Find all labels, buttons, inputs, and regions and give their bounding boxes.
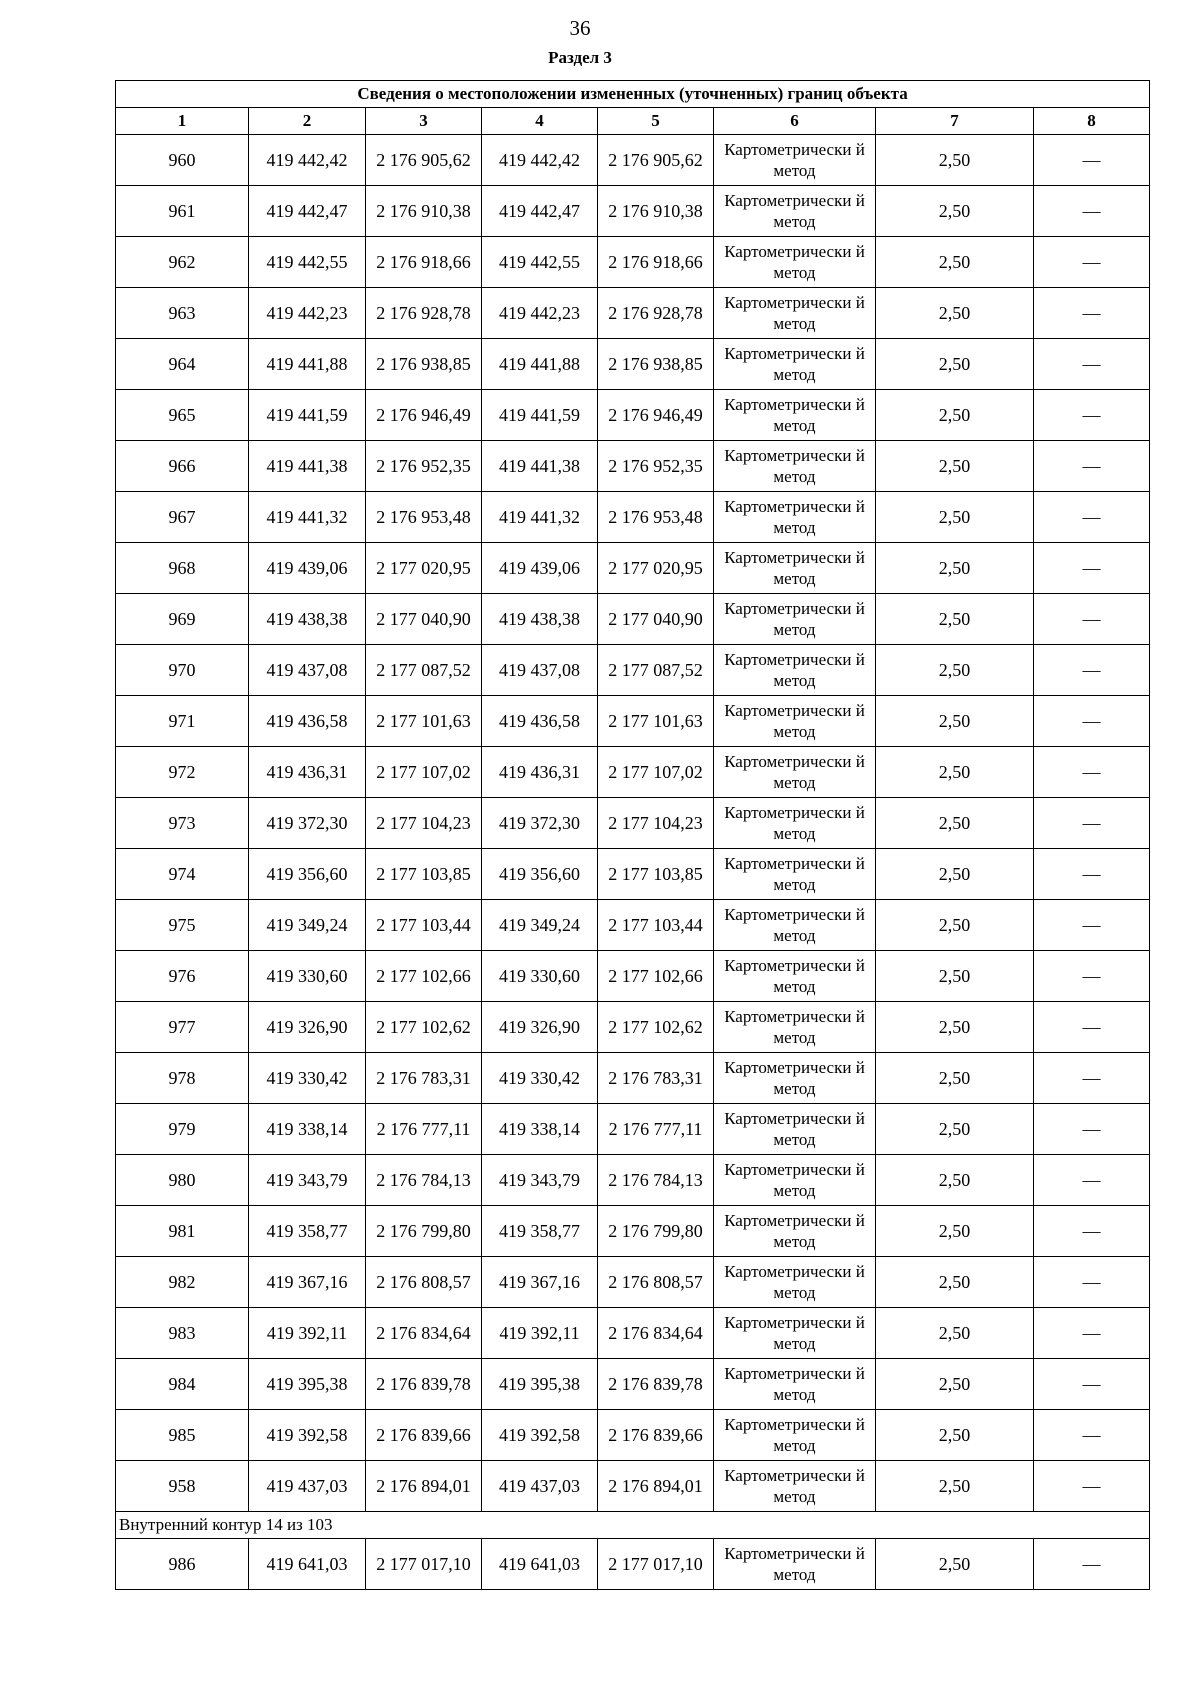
accuracy-cell: 2,50 xyxy=(876,594,1034,645)
column-number: 2 xyxy=(249,108,366,135)
table-row xyxy=(116,543,1150,594)
note-cell: — xyxy=(1034,849,1150,900)
note-cell: — xyxy=(1034,288,1150,339)
table-row xyxy=(116,594,1150,645)
y-coordinate-new-cell: 2 176 938,85 xyxy=(598,339,714,390)
method-cell: Картометрически й метод xyxy=(714,1461,876,1512)
method-cell: Картометрически й метод xyxy=(714,951,876,1002)
x-coordinate-old-cell: 419 356,60 xyxy=(249,849,366,900)
method-cell: Картометрически й метод xyxy=(714,1410,876,1461)
x-coordinate-new-cell: 419 441,38 xyxy=(482,441,598,492)
x-coordinate-old-cell: 419 372,30 xyxy=(249,798,366,849)
y-coordinate-new-cell: 2 177 101,63 xyxy=(598,696,714,747)
y-coordinate-old-cell: 2 177 103,85 xyxy=(366,849,482,900)
point-number-cell: 975 xyxy=(116,900,249,951)
y-coordinate-old-cell: 2 176 839,78 xyxy=(366,1359,482,1410)
point-number-cell: 966 xyxy=(116,441,249,492)
accuracy-cell: 2,50 xyxy=(876,186,1034,237)
x-coordinate-old-cell: 419 326,90 xyxy=(249,1002,366,1053)
table-row xyxy=(116,1206,1150,1257)
y-coordinate-new-cell: 2 176 910,38 xyxy=(598,186,714,237)
x-coordinate-old-cell: 419 442,23 xyxy=(249,288,366,339)
y-coordinate-new-cell: 2 177 017,10 xyxy=(598,1539,714,1590)
column-number: 8 xyxy=(1034,108,1150,135)
accuracy-cell: 2,50 xyxy=(876,441,1034,492)
point-number-cell: 986 xyxy=(116,1539,249,1590)
accuracy-cell: 2,50 xyxy=(876,390,1034,441)
accuracy-cell: 2,50 xyxy=(876,1308,1034,1359)
x-coordinate-new-cell: 419 442,42 xyxy=(482,135,598,186)
x-coordinate-old-cell: 419 436,31 xyxy=(249,747,366,798)
note-cell: — xyxy=(1034,492,1150,543)
note-cell: — xyxy=(1034,747,1150,798)
y-coordinate-old-cell: 2 176 918,66 xyxy=(366,237,482,288)
page-number: 36 xyxy=(569,16,591,40)
table-row xyxy=(116,1410,1150,1461)
y-coordinate-old-cell: 2 176 953,48 xyxy=(366,492,482,543)
y-coordinate-old-cell: 2 176 777,11 xyxy=(366,1104,482,1155)
method-cell: Картометрически й метод xyxy=(714,186,876,237)
note-cell: — xyxy=(1034,594,1150,645)
x-coordinate-new-cell: 419 439,06 xyxy=(482,543,598,594)
point-number-cell: 982 xyxy=(116,1257,249,1308)
x-coordinate-new-cell: 419 438,38 xyxy=(482,594,598,645)
note-cell: — xyxy=(1034,1308,1150,1359)
x-coordinate-new-cell: 419 441,32 xyxy=(482,492,598,543)
note-cell: — xyxy=(1034,441,1150,492)
column-number: 4 xyxy=(482,108,598,135)
accuracy-cell: 2,50 xyxy=(876,798,1034,849)
x-coordinate-new-cell: 419 338,14 xyxy=(482,1104,598,1155)
y-coordinate-old-cell: 2 176 946,49 xyxy=(366,390,482,441)
point-number-cell: 972 xyxy=(116,747,249,798)
x-coordinate-old-cell: 419 641,03 xyxy=(249,1539,366,1590)
x-coordinate-new-cell: 419 395,38 xyxy=(482,1359,598,1410)
x-coordinate-new-cell: 419 436,31 xyxy=(482,747,598,798)
y-coordinate-new-cell: 2 176 799,80 xyxy=(598,1206,714,1257)
method-cell: Картометрически й метод xyxy=(714,543,876,594)
accuracy-cell: 2,50 xyxy=(876,288,1034,339)
note-cell: — xyxy=(1034,900,1150,951)
accuracy-cell: 2,50 xyxy=(876,339,1034,390)
y-coordinate-new-cell: 2 176 918,66 xyxy=(598,237,714,288)
point-number-cell: 985 xyxy=(116,1410,249,1461)
table-row xyxy=(116,696,1150,747)
table-row xyxy=(116,747,1150,798)
x-coordinate-old-cell: 419 395,38 xyxy=(249,1359,366,1410)
boundary-coordinates-table xyxy=(115,80,1150,1590)
note-cell: — xyxy=(1034,645,1150,696)
accuracy-cell: 2,50 xyxy=(876,1155,1034,1206)
method-cell: Картометрически й метод xyxy=(714,390,876,441)
accuracy-cell: 2,50 xyxy=(876,1104,1034,1155)
contour-label: Внутренний контур 14 из 103 xyxy=(116,1512,1150,1539)
column-number: 6 xyxy=(714,108,876,135)
y-coordinate-old-cell: 2 177 087,52 xyxy=(366,645,482,696)
accuracy-cell: 2,50 xyxy=(876,492,1034,543)
y-coordinate-new-cell: 2 177 103,44 xyxy=(598,900,714,951)
x-coordinate-old-cell: 419 441,59 xyxy=(249,390,366,441)
x-coordinate-new-cell: 419 392,11 xyxy=(482,1308,598,1359)
accuracy-cell: 2,50 xyxy=(876,1359,1034,1410)
accuracy-cell: 2,50 xyxy=(876,849,1034,900)
method-cell: Картометрически й метод xyxy=(714,747,876,798)
x-coordinate-new-cell: 419 367,16 xyxy=(482,1257,598,1308)
contour-row xyxy=(116,1512,1150,1539)
column-number: 5 xyxy=(598,108,714,135)
y-coordinate-new-cell: 2 177 102,66 xyxy=(598,951,714,1002)
accuracy-cell: 2,50 xyxy=(876,1539,1034,1590)
x-coordinate-old-cell: 419 349,24 xyxy=(249,900,366,951)
y-coordinate-old-cell: 2 176 905,62 xyxy=(366,135,482,186)
y-coordinate-old-cell: 2 176 928,78 xyxy=(366,288,482,339)
point-number-cell: 974 xyxy=(116,849,249,900)
y-coordinate-new-cell: 2 177 102,62 xyxy=(598,1002,714,1053)
note-cell: — xyxy=(1034,1104,1150,1155)
x-coordinate-old-cell: 419 343,79 xyxy=(249,1155,366,1206)
column-number: 3 xyxy=(366,108,482,135)
y-coordinate-old-cell: 2 176 784,13 xyxy=(366,1155,482,1206)
column-numbers-row xyxy=(116,108,1150,135)
method-cell: Картометрически й метод xyxy=(714,1257,876,1308)
column-number: 1 xyxy=(116,108,249,135)
x-coordinate-new-cell: 419 330,60 xyxy=(482,951,598,1002)
method-cell: Картометрически й метод xyxy=(714,900,876,951)
x-coordinate-new-cell: 419 436,58 xyxy=(482,696,598,747)
method-cell: Картометрически й метод xyxy=(714,1308,876,1359)
y-coordinate-old-cell: 2 177 101,63 xyxy=(366,696,482,747)
method-cell: Картометрически й метод xyxy=(714,135,876,186)
note-cell: — xyxy=(1034,390,1150,441)
note-cell: — xyxy=(1034,696,1150,747)
point-number-cell: 958 xyxy=(116,1461,249,1512)
y-coordinate-old-cell: 2 177 040,90 xyxy=(366,594,482,645)
accuracy-cell: 2,50 xyxy=(876,1002,1034,1053)
table-row xyxy=(116,645,1150,696)
table-row xyxy=(116,951,1150,1002)
point-number-cell: 979 xyxy=(116,1104,249,1155)
accuracy-cell: 2,50 xyxy=(876,900,1034,951)
point-number-cell: 981 xyxy=(116,1206,249,1257)
method-cell: Картометрически й метод xyxy=(714,1539,876,1590)
table-row xyxy=(116,1539,1150,1590)
note-cell: — xyxy=(1034,1002,1150,1053)
table-row xyxy=(116,798,1150,849)
point-number-cell: 963 xyxy=(116,288,249,339)
x-coordinate-old-cell: 419 392,58 xyxy=(249,1410,366,1461)
y-coordinate-old-cell: 2 177 102,66 xyxy=(366,951,482,1002)
accuracy-cell: 2,50 xyxy=(876,135,1034,186)
y-coordinate-old-cell: 2 177 104,23 xyxy=(366,798,482,849)
table-row xyxy=(116,492,1150,543)
y-coordinate-new-cell: 2 176 946,49 xyxy=(598,390,714,441)
method-cell: Картометрически й метод xyxy=(714,849,876,900)
table-row xyxy=(116,1104,1150,1155)
x-coordinate-old-cell: 419 442,55 xyxy=(249,237,366,288)
table-row xyxy=(116,1308,1150,1359)
y-coordinate-old-cell: 2 177 103,44 xyxy=(366,900,482,951)
y-coordinate-new-cell: 2 177 040,90 xyxy=(598,594,714,645)
y-coordinate-new-cell: 2 176 952,35 xyxy=(598,441,714,492)
table-row xyxy=(116,1155,1150,1206)
point-number-cell: 971 xyxy=(116,696,249,747)
y-coordinate-new-cell: 2 176 928,78 xyxy=(598,288,714,339)
y-coordinate-old-cell: 2 177 102,62 xyxy=(366,1002,482,1053)
x-coordinate-old-cell: 419 441,32 xyxy=(249,492,366,543)
point-number-cell: 976 xyxy=(116,951,249,1002)
y-coordinate-new-cell: 2 177 020,95 xyxy=(598,543,714,594)
x-coordinate-new-cell: 419 441,59 xyxy=(482,390,598,441)
accuracy-cell: 2,50 xyxy=(876,696,1034,747)
method-cell: Картометрически й метод xyxy=(714,441,876,492)
point-number-cell: 967 xyxy=(116,492,249,543)
x-coordinate-new-cell: 419 437,08 xyxy=(482,645,598,696)
y-coordinate-new-cell: 2 176 839,66 xyxy=(598,1410,714,1461)
point-number-cell: 973 xyxy=(116,798,249,849)
x-coordinate-new-cell: 419 330,42 xyxy=(482,1053,598,1104)
y-coordinate-old-cell: 2 176 910,38 xyxy=(366,186,482,237)
method-cell: Картометрически й метод xyxy=(714,798,876,849)
table-row xyxy=(116,1359,1150,1410)
note-cell: — xyxy=(1034,1206,1150,1257)
x-coordinate-old-cell: 419 392,11 xyxy=(249,1308,366,1359)
point-number-cell: 964 xyxy=(116,339,249,390)
y-coordinate-new-cell: 2 176 953,48 xyxy=(598,492,714,543)
x-coordinate-new-cell: 419 442,55 xyxy=(482,237,598,288)
x-coordinate-new-cell: 419 392,58 xyxy=(482,1410,598,1461)
table-row xyxy=(116,186,1150,237)
x-coordinate-new-cell: 419 442,23 xyxy=(482,288,598,339)
accuracy-cell: 2,50 xyxy=(876,237,1034,288)
method-cell: Картометрически й метод xyxy=(714,645,876,696)
method-cell: Картометрически й метод xyxy=(714,696,876,747)
note-cell: — xyxy=(1034,237,1150,288)
point-number-cell: 978 xyxy=(116,1053,249,1104)
method-cell: Картометрически й метод xyxy=(714,339,876,390)
method-cell: Картометрически й метод xyxy=(714,594,876,645)
note-cell: — xyxy=(1034,1539,1150,1590)
point-number-cell: 962 xyxy=(116,237,249,288)
method-cell: Картометрически й метод xyxy=(714,288,876,339)
point-number-cell: 968 xyxy=(116,543,249,594)
point-number-cell: 970 xyxy=(116,645,249,696)
note-cell: — xyxy=(1034,135,1150,186)
note-cell: — xyxy=(1034,798,1150,849)
y-coordinate-new-cell: 2 176 783,31 xyxy=(598,1053,714,1104)
note-cell: — xyxy=(1034,1410,1150,1461)
x-coordinate-old-cell: 419 358,77 xyxy=(249,1206,366,1257)
table-row xyxy=(116,237,1150,288)
y-coordinate-new-cell: 2 176 808,57 xyxy=(598,1257,714,1308)
table-row xyxy=(116,390,1150,441)
x-coordinate-new-cell: 419 372,30 xyxy=(482,798,598,849)
accuracy-cell: 2,50 xyxy=(876,543,1034,594)
x-coordinate-old-cell: 419 439,06 xyxy=(249,543,366,594)
x-coordinate-new-cell: 419 641,03 xyxy=(482,1539,598,1590)
y-coordinate-old-cell: 2 176 808,57 xyxy=(366,1257,482,1308)
table-row xyxy=(116,135,1150,186)
x-coordinate-new-cell: 419 356,60 xyxy=(482,849,598,900)
x-coordinate-old-cell: 419 367,16 xyxy=(249,1257,366,1308)
point-number-cell: 965 xyxy=(116,390,249,441)
y-coordinate-new-cell: 2 177 087,52 xyxy=(598,645,714,696)
method-cell: Картометрически й метод xyxy=(714,492,876,543)
x-coordinate-old-cell: 419 330,42 xyxy=(249,1053,366,1104)
y-coordinate-new-cell: 2 177 104,23 xyxy=(598,798,714,849)
table-row xyxy=(116,441,1150,492)
table-row xyxy=(116,1053,1150,1104)
note-cell: — xyxy=(1034,1461,1150,1512)
y-coordinate-old-cell: 2 176 839,66 xyxy=(366,1410,482,1461)
accuracy-cell: 2,50 xyxy=(876,1461,1034,1512)
y-coordinate-new-cell: 2 176 777,11 xyxy=(598,1104,714,1155)
point-number-cell: 984 xyxy=(116,1359,249,1410)
method-cell: Картометрически й метод xyxy=(714,1359,876,1410)
section-title: Раздел 3 xyxy=(548,48,612,67)
note-cell: — xyxy=(1034,186,1150,237)
point-number-cell: 983 xyxy=(116,1308,249,1359)
x-coordinate-old-cell: 419 436,58 xyxy=(249,696,366,747)
note-cell: — xyxy=(1034,1155,1150,1206)
note-cell: — xyxy=(1034,951,1150,1002)
accuracy-cell: 2,50 xyxy=(876,747,1034,798)
x-coordinate-new-cell: 419 326,90 xyxy=(482,1002,598,1053)
method-cell: Картометрически й метод xyxy=(714,1104,876,1155)
y-coordinate-old-cell: 2 176 952,35 xyxy=(366,441,482,492)
x-coordinate-old-cell: 419 438,38 xyxy=(249,594,366,645)
x-coordinate-old-cell: 419 437,08 xyxy=(249,645,366,696)
x-coordinate-old-cell: 419 442,42 xyxy=(249,135,366,186)
table-caption-row xyxy=(116,81,1150,108)
y-coordinate-new-cell: 2 176 834,64 xyxy=(598,1308,714,1359)
accuracy-cell: 2,50 xyxy=(876,1257,1034,1308)
x-coordinate-old-cell: 419 437,03 xyxy=(249,1461,366,1512)
y-coordinate-old-cell: 2 176 783,31 xyxy=(366,1053,482,1104)
x-coordinate-new-cell: 419 358,77 xyxy=(482,1206,598,1257)
x-coordinate-old-cell: 419 338,14 xyxy=(249,1104,366,1155)
y-coordinate-old-cell: 2 176 799,80 xyxy=(366,1206,482,1257)
x-coordinate-new-cell: 419 437,03 xyxy=(482,1461,598,1512)
y-coordinate-new-cell: 2 176 784,13 xyxy=(598,1155,714,1206)
y-coordinate-old-cell: 2 176 834,64 xyxy=(366,1308,482,1359)
table-row xyxy=(116,900,1150,951)
y-coordinate-old-cell: 2 176 894,01 xyxy=(366,1461,482,1512)
x-coordinate-old-cell: 419 442,47 xyxy=(249,186,366,237)
table-row xyxy=(116,339,1150,390)
y-coordinate-new-cell: 2 177 107,02 xyxy=(598,747,714,798)
accuracy-cell: 2,50 xyxy=(876,645,1034,696)
point-number-cell: 980 xyxy=(116,1155,249,1206)
method-cell: Картометрически й метод xyxy=(714,1155,876,1206)
column-number: 7 xyxy=(876,108,1034,135)
accuracy-cell: 2,50 xyxy=(876,1053,1034,1104)
y-coordinate-new-cell: 2 176 905,62 xyxy=(598,135,714,186)
note-cell: — xyxy=(1034,1359,1150,1410)
point-number-cell: 977 xyxy=(116,1002,249,1053)
x-coordinate-old-cell: 419 441,38 xyxy=(249,441,366,492)
x-coordinate-new-cell: 419 441,88 xyxy=(482,339,598,390)
y-coordinate-old-cell: 2 177 020,95 xyxy=(366,543,482,594)
x-coordinate-old-cell: 419 441,88 xyxy=(249,339,366,390)
y-coordinate-old-cell: 2 177 107,02 xyxy=(366,747,482,798)
y-coordinate-new-cell: 2 177 103,85 xyxy=(598,849,714,900)
x-coordinate-new-cell: 419 442,47 xyxy=(482,186,598,237)
point-number-cell: 969 xyxy=(116,594,249,645)
y-coordinate-old-cell: 2 177 017,10 xyxy=(366,1539,482,1590)
accuracy-cell: 2,50 xyxy=(876,1410,1034,1461)
method-cell: Картометрически й метод xyxy=(714,237,876,288)
point-number-cell: 961 xyxy=(116,186,249,237)
table-caption: Сведения о местоположении измененных (уточненных) границ объекта xyxy=(116,81,1150,108)
x-coordinate-new-cell: 419 343,79 xyxy=(482,1155,598,1206)
accuracy-cell: 2,50 xyxy=(876,951,1034,1002)
point-number-cell: 960 xyxy=(116,135,249,186)
y-coordinate-new-cell: 2 176 839,78 xyxy=(598,1359,714,1410)
table-row xyxy=(116,288,1150,339)
table-row xyxy=(116,1461,1150,1512)
y-coordinate-old-cell: 2 176 938,85 xyxy=(366,339,482,390)
y-coordinate-new-cell: 2 176 894,01 xyxy=(598,1461,714,1512)
method-cell: Картометрически й метод xyxy=(714,1002,876,1053)
table-row xyxy=(116,1002,1150,1053)
note-cell: — xyxy=(1034,1257,1150,1308)
note-cell: — xyxy=(1034,543,1150,594)
x-coordinate-new-cell: 419 349,24 xyxy=(482,900,598,951)
accuracy-cell: 2,50 xyxy=(876,1206,1034,1257)
method-cell: Картометрически й метод xyxy=(714,1206,876,1257)
note-cell: — xyxy=(1034,339,1150,390)
x-coordinate-old-cell: 419 330,60 xyxy=(249,951,366,1002)
table-row xyxy=(116,849,1150,900)
table-row xyxy=(116,1257,1150,1308)
method-cell: Картометрически й метод xyxy=(714,1053,876,1104)
note-cell: — xyxy=(1034,1053,1150,1104)
